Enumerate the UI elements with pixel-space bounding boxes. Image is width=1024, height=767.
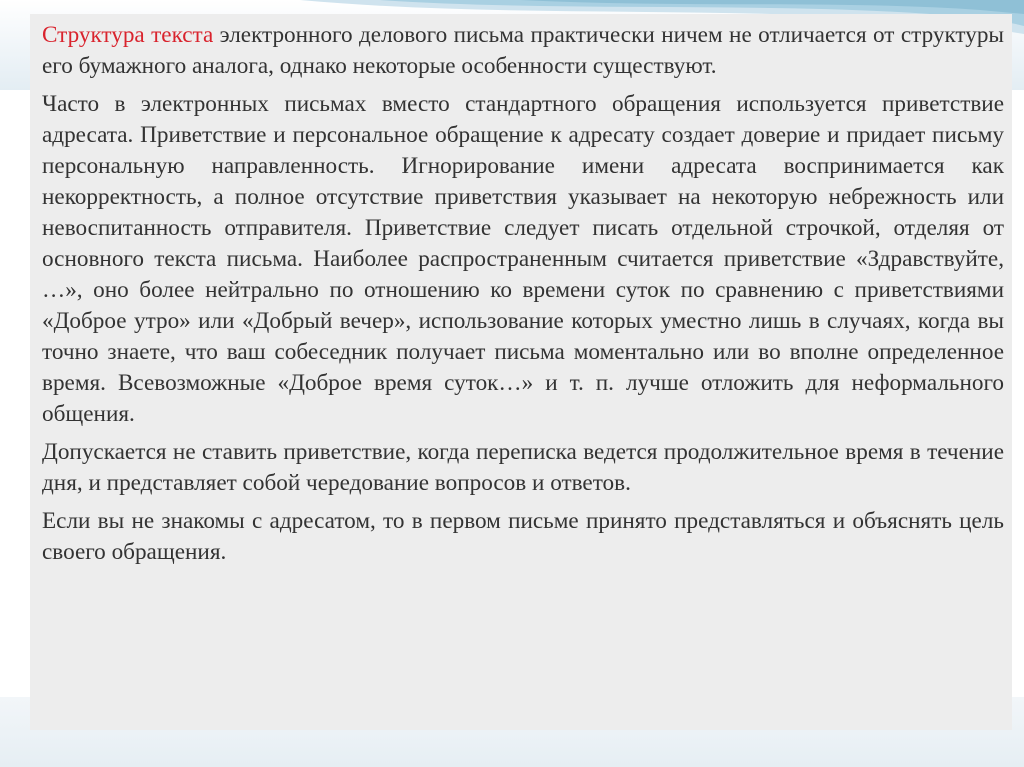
paragraph-2: Часто в электронных письмах вместо стандартного обращения используется приветствие адресата. Приветствие и персональное обращение к адресату создает доверие и придает письму персональную направленность. Игнорирование имени адресата воспринимается как некорректность, а полное отсутствие приветствия указывает на некоторую небрежность или невоспитанность отправителя. Приветствие следует писать отдельной строчкой, отделяя от основного текста письма. Наиболее распространенным считается приветствие «Здравствуйте, …», оно более нейтрально по отношению ко времени суток по сравнению с приветствиями «Доброе утро» или «Добрый вечер», использование которых уместно лишь в случаях, когда вы точно знаете, что ваш собеседник получает письма моментально или во вполне определенное время. Всевозможные «Доброе время суток…» и т. п. лучше отложить для неформального общения.	[42, 91, 1004, 427]
paragraph-1-text: электронного делового письма практически ничем не отличается от структуры его бумажного аналога, однако некоторые особенности существуют.	[42, 22, 1005, 79]
highlighted-term: Структура текста	[42, 22, 214, 48]
paragraph-1	[42, 20, 1004, 82]
text-card	[30, 14, 1012, 730]
paragraph-3: Допускается не ставить приветствие, когда переписка ведется продолжительное время в течение дня, и представляет собой чередование вопросов и ответов.	[42, 439, 1004, 496]
document-body	[42, 20, 1004, 575]
paragraph-4: Если вы не знакомы с адресатом, то в первом письме принято представляться и объяснять цель своего обращения.	[42, 508, 1004, 565]
